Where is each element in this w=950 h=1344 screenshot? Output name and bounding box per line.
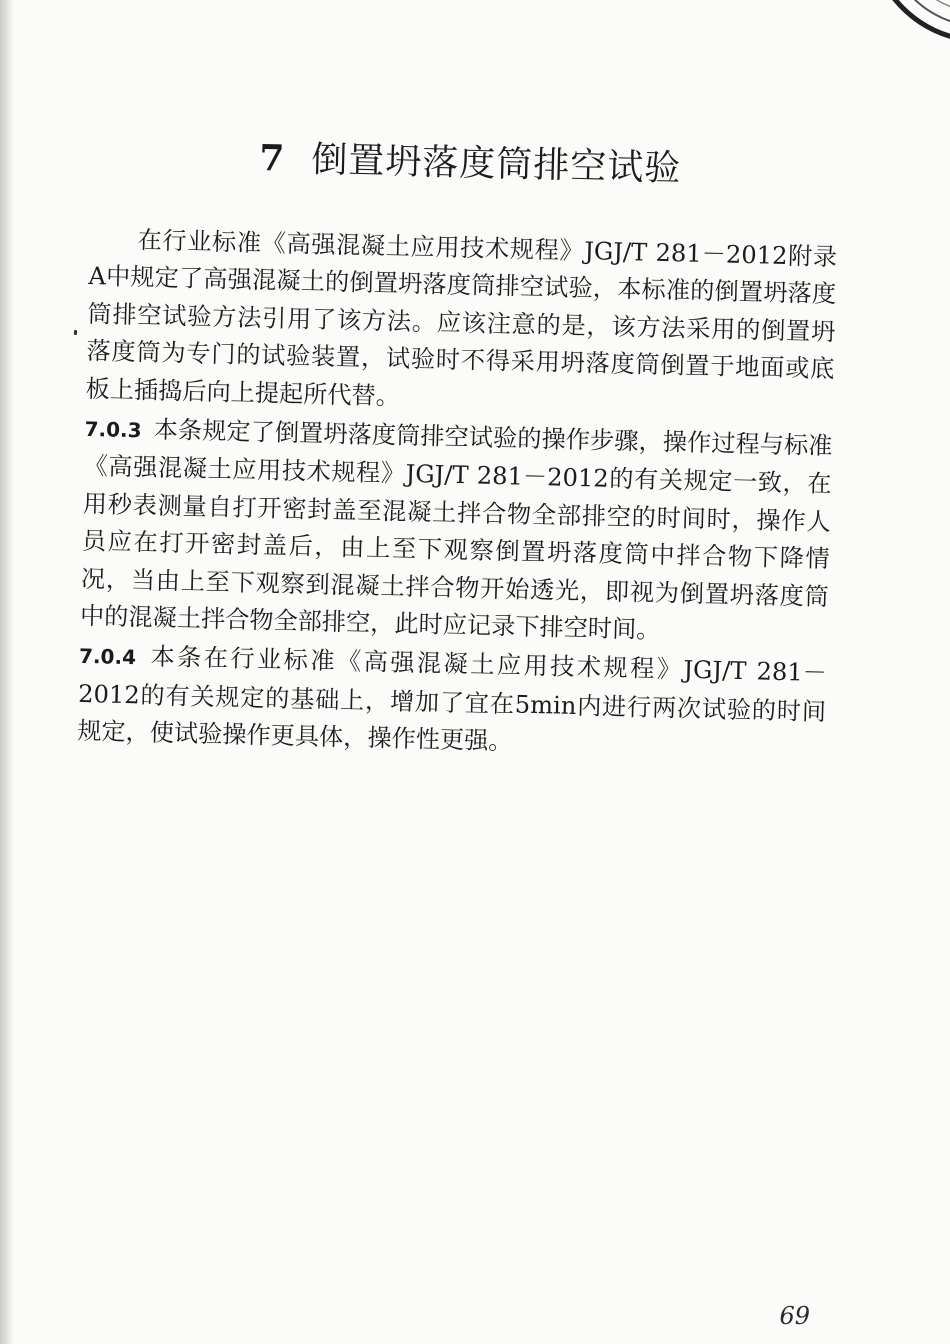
chapter-number: 7 xyxy=(258,137,286,180)
corner-stamp-mark xyxy=(866,0,950,50)
page-binding-shadow xyxy=(0,0,14,1344)
clause-number: 7.0.3 xyxy=(84,416,142,443)
clause-7-0-3 xyxy=(80,410,833,654)
clause-7-0-4 xyxy=(77,637,828,768)
clause-text: 本条规定了倒置坍落度筒排空试验的操作步骤，操作过程与标准《高强混凝土应用技术规程》JGJ/T 281－2012的有关规定一致，在用秒表测量自打开密封盖至混凝土拌合物全部排空的时间时，操作人员应在打开密封盖后，由上至下观察倒置坍落度筒中拌合物下降情况，当由上至下观察到混凝土拌合物开始透光，即视为倒置坍落度筒中的混凝土拌合物全部排空，此时应记录下排空时间。 xyxy=(79,415,833,645)
page-number: 69 xyxy=(779,1302,810,1330)
clause-text: 本条在行业标准《高强混凝土应用技术规程》JGJ/T 281－2012的有关规定的基础上，增加了宜在5min内进行两次试验的时间规定，使试验操作更具体，操作性更强。 xyxy=(76,643,828,756)
body-text-block xyxy=(77,128,840,769)
chapter-title: 倒置坍落度筒排空试验 xyxy=(310,139,682,190)
ink-speck xyxy=(74,330,77,335)
chapter-heading xyxy=(91,128,840,199)
clause-number: 7.0.4 xyxy=(78,644,137,670)
intro-paragraph: 在行业标准《高强混凝土应用技术规程》JGJ/T 281－2012附录A中规定了高强混凝土的倒置坍落度筒排空试验，本标准的倒置坍落度筒排空试验方法引用了该方法。应该注意的是，该方法采用的倒置坍落度筒为专门的试验装置，试验时不得采用坍落度筒倒置于地面或底板上插捣后向上提起所代替。 xyxy=(85,226,838,411)
